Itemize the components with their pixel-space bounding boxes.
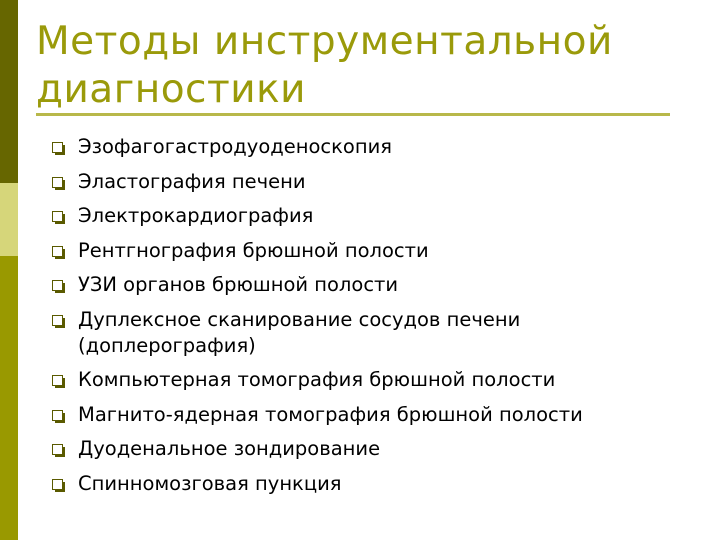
list-item-text: Электрокардиография [78,204,314,227]
slide-title-line-2: диагностики [36,67,306,112]
bullet-square-outline [52,479,63,490]
list-item [52,471,702,497]
bullet-square-outline [52,246,63,257]
bullet-square-outline [52,142,63,153]
bullet-square-outline [52,375,63,386]
bullet-square-outline [52,211,63,222]
list-item-text: Компьютерная томография брюшной полости [78,368,556,391]
list-item [52,436,702,462]
bullet-square-outline [52,410,63,421]
slide-title [36,18,696,114]
bullet-square-outline [52,177,63,188]
bullet-square-outline [52,315,63,326]
list-item-text: УЗИ органов брюшной полости [78,273,399,296]
list-item [52,402,702,428]
side-bar-middle [0,183,18,256]
bullet-square-outline [52,280,63,291]
list-item [52,134,702,160]
list-item-text: Дуплексное сканирование сосудов печени (доплерография) [78,307,521,357]
list-item-text: Эзофагогастродуоденоскопия [78,135,392,158]
title-underline [36,113,670,116]
list-item [52,203,702,229]
side-bar-bottom [0,256,18,540]
list-item [52,272,702,298]
bullet-square-outline [52,444,63,455]
list-item-text: Рентгнография брюшной полости [78,238,429,262]
list-item-text: Магнито-ядерная томография брюшной полости [78,402,583,426]
list-item [52,307,702,359]
slide-title-line-1: Методы инструментальной [36,19,613,64]
side-bar-top [0,0,18,183]
bullet-list [52,134,702,505]
list-item [52,169,702,195]
list-item-text: Эластография печени [78,169,306,193]
list-item [52,367,702,393]
list-item-text: Спинномозговая пункция [78,471,342,495]
list-item [52,238,702,264]
list-item-text: Дуоденальное зондирование [78,437,381,460]
